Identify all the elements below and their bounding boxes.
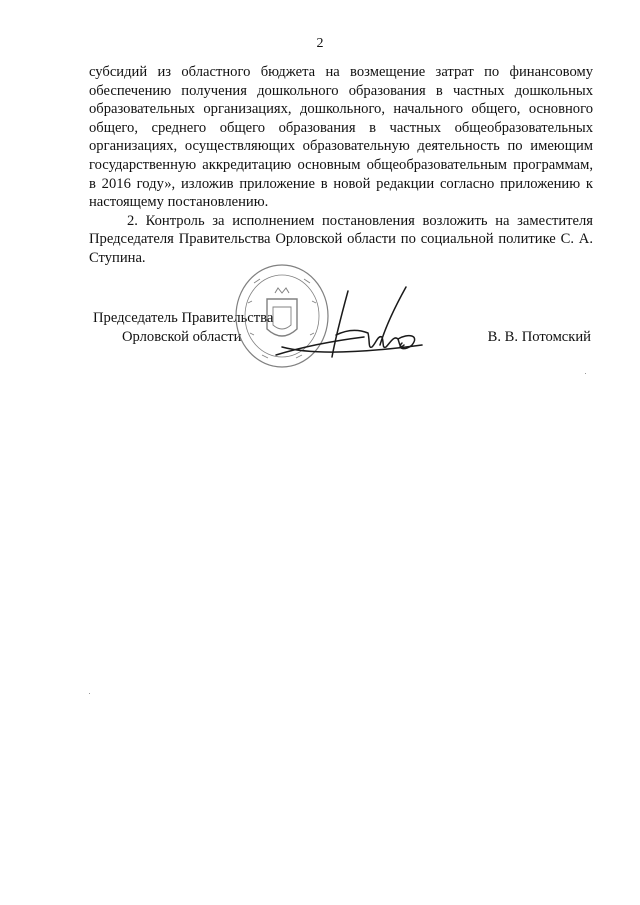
- handwritten-signature: [272, 285, 432, 365]
- scan-speck: [89, 693, 90, 694]
- paragraph-continuation: субсидий из областного бюджета на возмещение затрат по финансовому обеспечению получения дошкольного образования в частных дошкольных образовательных организациях, дошкольного, начального общего, основного общего, среднего общего образования в частных общеобразовательных организациях, осуществляющих образовательную деятельность по имеющим государственную аккредитацию основным общеобразовательным программам, в 2016 году», изложив приложение в новой редакции согласно приложению к настоящему постановлению.: [89, 64, 593, 211]
- signatory-title-line-1: Председатель Правительства: [93, 310, 274, 326]
- scan-speck: [585, 373, 586, 374]
- paragraph-2: 2. Контроль за исполнением постановления возложить на заместителя Председателя Правительства Орловской области по социальной политике С. А. Ступина.: [89, 212, 593, 266]
- document-body: [89, 63, 593, 268]
- page-number: 2: [316, 36, 324, 51]
- signatory-name: В. В. Потомский: [487, 329, 591, 345]
- signatory-title-line-2: Орловской области: [122, 329, 242, 345]
- signature-block: [0, 255, 640, 375]
